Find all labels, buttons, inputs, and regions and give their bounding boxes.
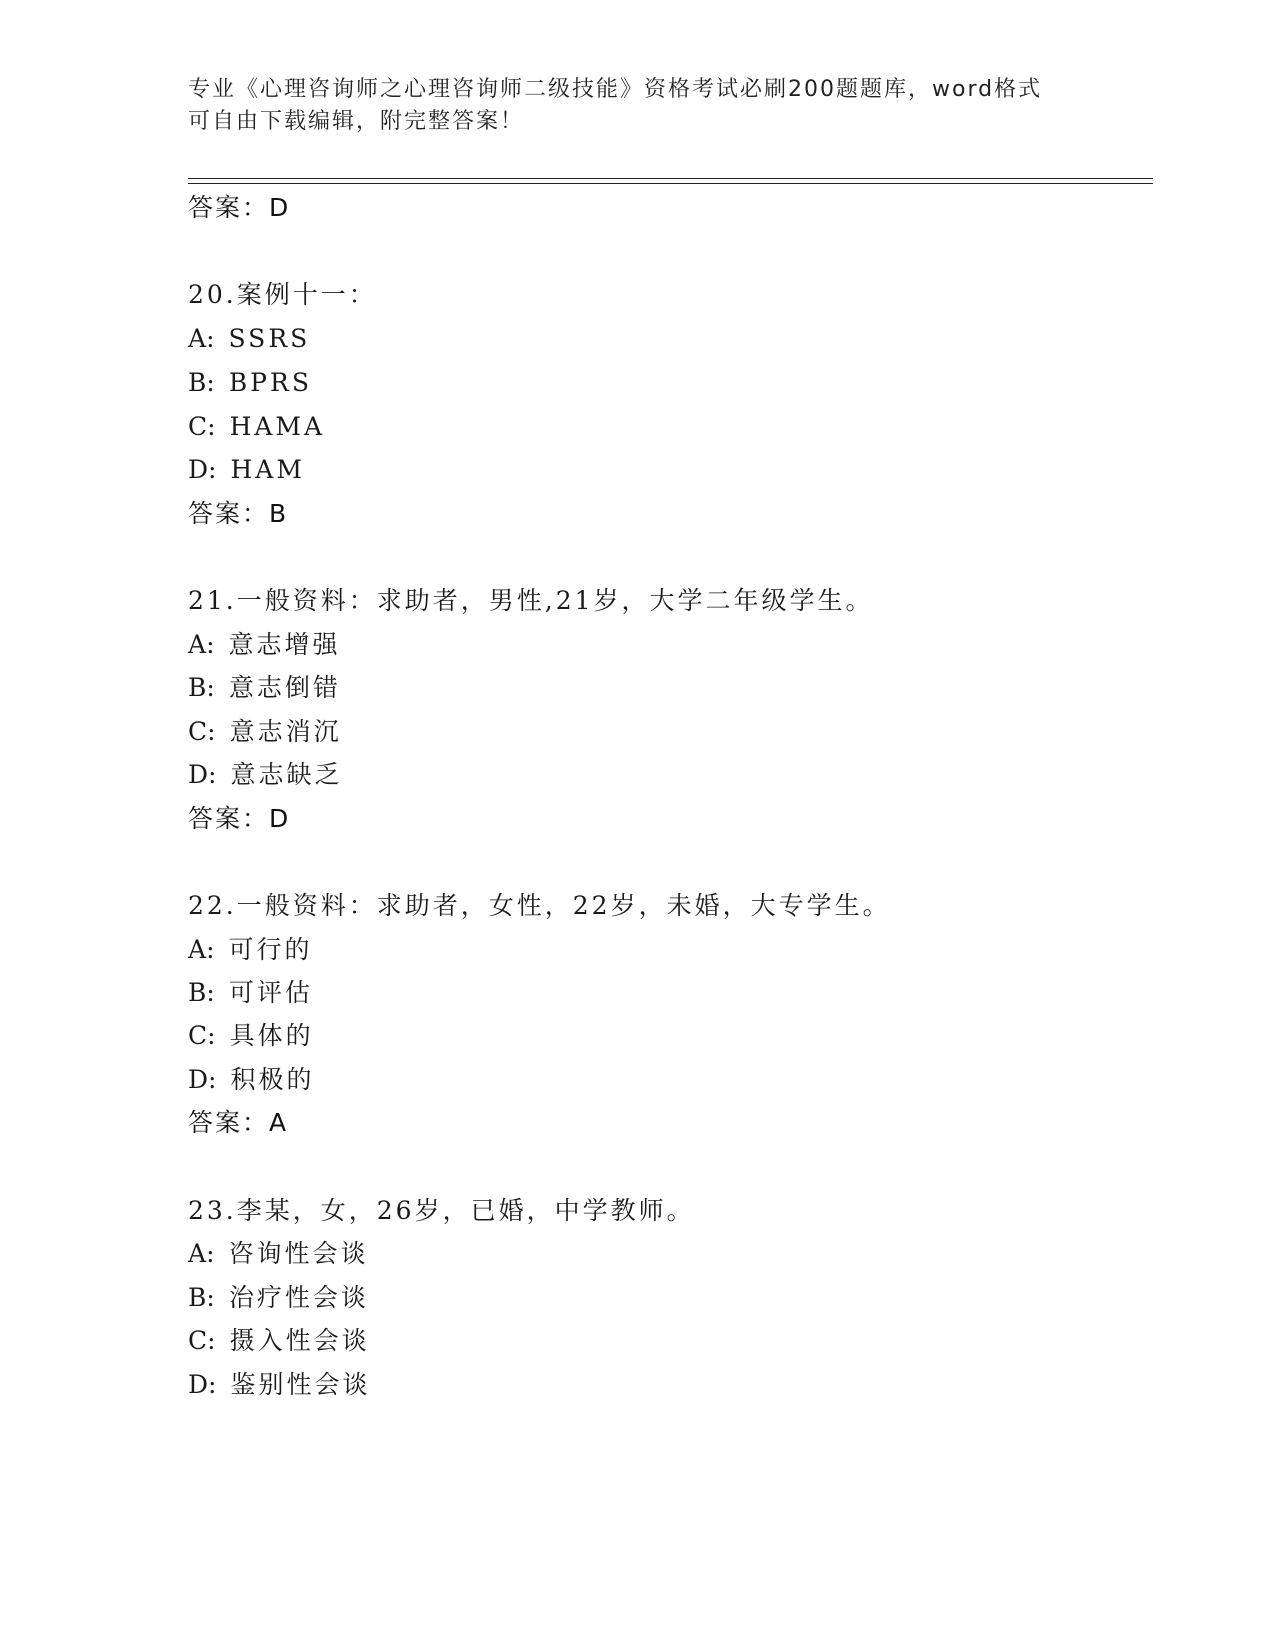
question-20-option-d [188,453,305,487]
option-text: 意志消沉 [229,717,342,746]
option-letter: B [188,673,207,702]
option-letter: C [188,1021,208,1050]
question-21-option-d [188,758,343,792]
option-text: 摄入性会谈 [229,1326,370,1355]
option-separator: : [206,1283,215,1312]
question-22-answer: 答案：A [188,1108,289,1137]
option-letter: A [188,324,207,353]
option-letter: A [188,1239,207,1268]
option-separator: : [206,673,215,702]
option-letter: A [188,935,207,964]
option-text: 意志增强 [228,630,341,659]
question-23-option-b [188,1281,369,1315]
question-20-answer: 答案：B [188,499,289,528]
option-text: 意志倒错 [228,673,341,702]
question-22-stem: 22.一般资料：求助者，女性，22岁，未婚，大专学生。 [188,891,891,920]
option-separator: : [206,935,215,964]
option-text: HAMA [229,412,326,441]
option-letter: C [188,1326,208,1355]
question-23-option-c [188,1324,370,1358]
option-text: SSRS [228,324,311,353]
option-text: 鉴别性会谈 [230,1370,371,1399]
option-letter: D [188,760,209,789]
answer-previous-question: 答案：D [188,193,291,222]
option-separator: : [208,1065,217,1094]
header-title-line-1: 专业《心理咨询师之心理咨询师二级技能》资格考试必刷200题题库，word格式 [188,77,1043,102]
option-text: 意志缺乏 [230,760,343,789]
header-divider-top [188,178,1153,179]
question-21-option-c [188,715,342,749]
page-header [188,74,1068,138]
option-text: BPRS [228,368,312,397]
header-title-line-2: 可自由下载编辑，附完整答案！ [188,109,525,134]
question-22-option-b [188,976,313,1010]
question-23-option-d [188,1368,371,1402]
option-separator: : [208,455,217,484]
option-letter: D [188,1370,209,1399]
option-text: 治疗性会谈 [228,1283,369,1312]
option-separator: : [206,1239,215,1268]
option-separator: : [207,1021,216,1050]
option-text: 可评估 [228,978,313,1007]
question-20-option-b [188,366,312,400]
question-21-stem: 21.一般资料：求助者，男性,21岁，大学二年级学生。 [188,586,874,615]
option-letter: C [188,412,208,441]
option-text: HAM [230,455,305,484]
option-letter: B [188,368,207,397]
option-letter: D [188,1065,209,1094]
question-22-option-d [188,1063,315,1097]
option-separator: : [208,1370,217,1399]
question-23-option-a [188,1237,369,1271]
question-22-option-c [188,1019,314,1053]
option-letter: B [188,978,207,1007]
header-divider-bottom [188,183,1153,184]
option-separator: : [206,324,215,353]
question-23-stem: 23.李某，女，26岁，已婚，中学教师。 [188,1196,695,1225]
question-21-option-a [188,628,341,662]
option-separator: : [207,1326,216,1355]
question-22-option-a [188,933,313,967]
option-separator: : [206,368,215,397]
option-text: 咨询性会谈 [228,1239,369,1268]
question-20-option-c [188,410,325,444]
question-20-stem: 20.案例十一： [188,280,377,309]
option-separator: : [206,978,215,1007]
option-letter: B [188,1283,207,1312]
option-text: 积极的 [230,1065,315,1094]
option-separator: : [207,412,216,441]
option-text: 可行的 [228,935,313,964]
option-text: 具体的 [229,1021,314,1050]
option-letter: D [188,455,209,484]
option-letter: C [188,717,208,746]
question-20-option-a [188,322,310,356]
question-21-answer: 答案：D [188,804,291,833]
question-21-option-b [188,671,341,705]
option-separator: : [206,630,215,659]
option-separator: : [208,760,217,789]
option-separator: : [207,717,216,746]
option-letter: A [188,630,207,659]
